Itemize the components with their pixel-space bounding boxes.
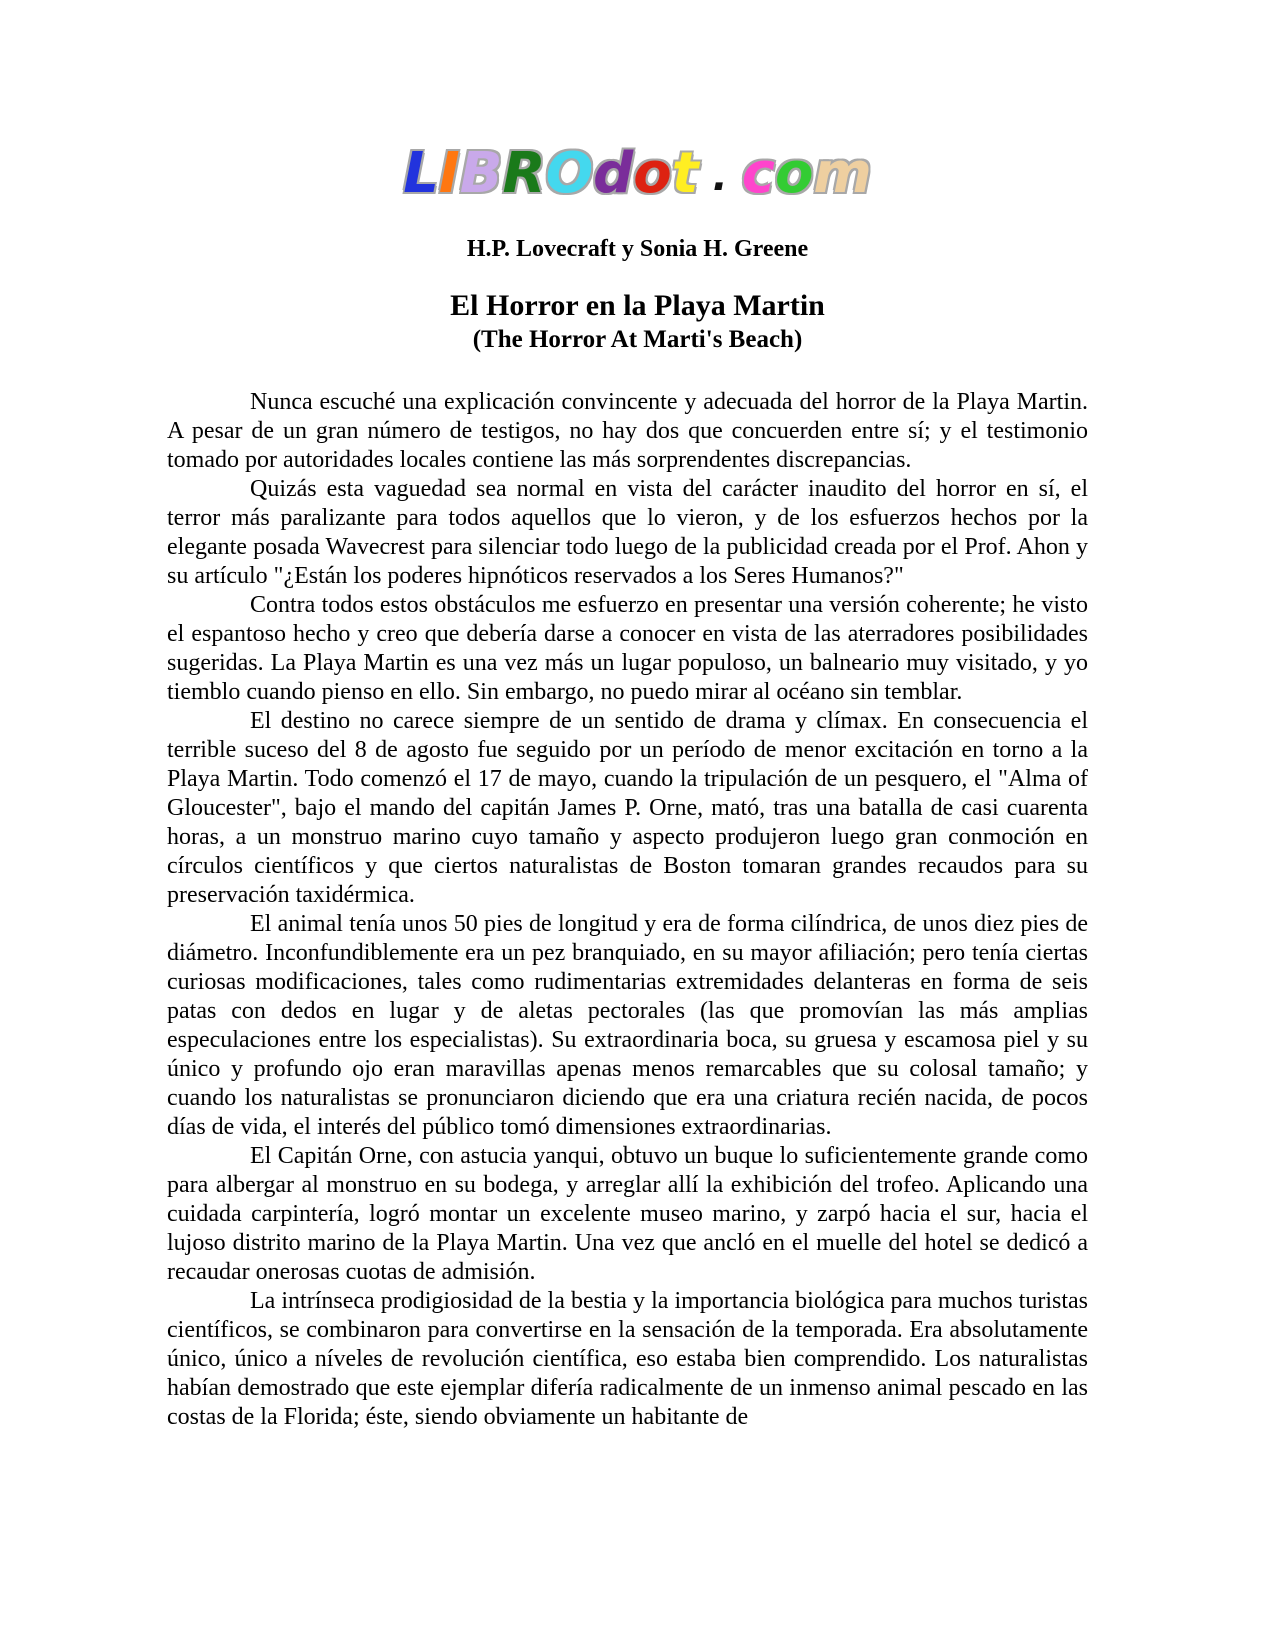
page-title: El Horror en la Playa Martin [450, 289, 825, 322]
logo-letter: L [403, 141, 439, 206]
logo-letter: . [712, 154, 728, 200]
logo-letter: d [593, 141, 634, 206]
page-subtitle: (The Horror At Marti's Beach) [472, 326, 803, 353]
logo-letter: m [813, 141, 872, 206]
logo-letter: O [545, 141, 594, 206]
logo-letter: c [741, 141, 775, 206]
paragraph: Quizás esta vaguedad sea normal en vista del carácter inaudito del horror en sí, el terror más paralizante para todos aquellos que lo vieron, y de los esfuerzos hechos por la elegante posada Wavecrest para silenciar todo luego de la publicidad creada por el Prof. Ahon y su artículo "¿Están los poderes hipnóticos reservados a los Seres Humanos?" [167, 476, 1088, 589]
logo-letter: t [671, 141, 699, 206]
paragraph: Nunca escuché una explicación convincente y adecuada del horror de la Playa Martin. A pesar de un gran número de testigos, no hay dos que concuerden entre sí; y el testimonio tomado por autoridades locales contiene las más sorprendentes discrepancias. [167, 389, 1088, 473]
paragraph: Contra todos estos obstáculos me esfuerzo en presentar una versión coherente; he visto el espantoso hecho y creo que debería darse a conocer en vista de las aterradores posibilidades sugeridas. La Playa Martin es una vez más un lugar populoso, un balneario muy visitado, y yo tiemblo cuando pienso en ello. Sin embargo, no puedo mirar al océano sin temblar. [167, 592, 1088, 705]
logo-letter: R [502, 141, 546, 206]
paragraph: El animal tenía unos 50 pies de longitud y era de forma cilíndrica, de unos diez pies de diámetro. Inconfundiblemente era un pez branquiado, en su mayor afiliación; pero tenía ciertas curiosas modificaciones, tales como rudimentarias extremidades delanteras en forma de seis patas con dedos en lugar y de aletas pectorales (las que promovían las más amplias especulaciones entre los especialistas). Su extraordinaria boca, su gruesa y escamosa piel y su único y profundo ojo eran maravillas apenas menos remarcables que su colosal tamaño; y cuando los naturalistas se pronunciaron diciendo que era una criatura recién nacida, de pocos días de vida, el interés del público tomó dimensiones extraordinarias. [167, 911, 1088, 1140]
paragraph: El destino no carece siempre de un sentido de drama y clímax. En consecuencia el terrible suceso del 8 de agosto fue seguido por un período de menor excitación en torno a la Playa Martin. Todo comenzó el 17 de mayo, cuando la tripulación de un pesquero, el "Alma of Gloucester", bajo el mando del capitán James P. Orne, mató, tras una batalla de casi cuarenta horas, a un monstruo marino cuyo tamaño y aspecto produjeron luego gran conmoción en círculos científicos y que ciertos naturalistas de Boston tomaran grandes recaudos para su preservación taxidérmica. [167, 708, 1088, 908]
paragraph: La intrínseca prodigiosidad de la bestia y la importancia biológica para muchos turistas científicos, se combinaron para convertirse en la sensación de la temporada. Era absolutamente único, único a níveles de revolución científica, eso estaba bien comprendido. Los naturalistas habían demostrado que este ejemplar difería radicalmente de un inmenso animal pescado en las costas de la Florida; éste, siendo obviamente un habitante de [167, 1288, 1088, 1430]
logo-letter: o [774, 141, 814, 206]
logo-letter: B [459, 141, 503, 206]
logo-letter: I [438, 141, 460, 206]
author-line: H.P. Lovecraft y Sonia H. Greene [466, 236, 809, 262]
librodot-logo [0, 0, 1275, 206]
story-text [167, 388, 1088, 1432]
paragraph: El Capitán Orne, con astucia yanqui, obtuvo un buque lo suficientemente grande como para albergar al monstruo en su bodega, y arreglar allí la exhibición del trofeo. Aplicando una cuidada carpintería, logró montar un excelente museo marino, y zarpó hacia el sur, hacia el lujoso distrito marino de la Playa Martin. Una vez que ancló en el muelle del hotel se dedicó a recaudar onerosas cuotas de admisión. [167, 1143, 1088, 1285]
logo-letter: o [633, 141, 672, 206]
